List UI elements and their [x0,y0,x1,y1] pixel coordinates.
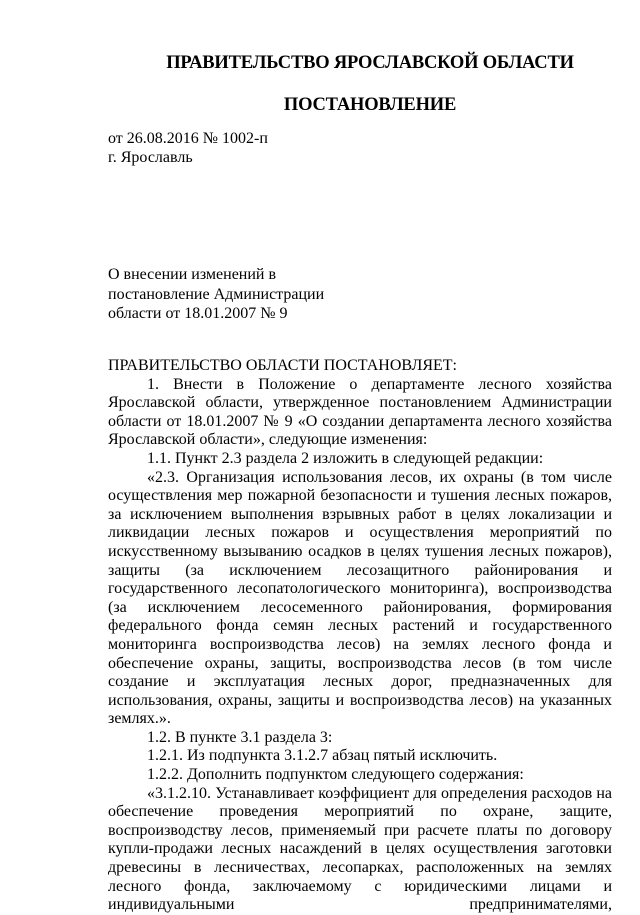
paragraph-1-2: 1.2. В пункте 3.1 раздела 3: [147,728,333,746]
paragraph-1-1: 1.1. Пункт 2.3 раздела 2 изложить в следующей редакции: [147,449,544,467]
decree-date-number: от 26.08.2016 № 1002-п [108,130,268,147]
paragraph-1-2-2-text: «3.1.2.10. Устанавливает коэффициент для определения расходов на обеспечение проведения мероприятий по охране, защите, воспроизводству лесов, применяемый при расчете платы по договору купли-продажи лесных насаждений в целях осуществления заготовки древесины в лесничествах, лесопарках, расположенных на землях лесного фонда, заключаемому с юридическими лицами и индивидуальными предпринимателями, [108,784,612,914]
subject-line: О внесении изменений в [108,266,277,283]
paragraph-1: 1. Внести в Положение о департаменте лесного хозяйства Ярославской области, утвержденное постановлением Администрации области от 18.01.2007 № 9 «О создании департамента лесного хозяйства Ярославской области», следующие изменения: [108,375,612,449]
decree-body [108,357,612,915]
paragraph-1-1-text: «2.3. Организация использования лесов, их охраны (в том числе осуществления мер пожарной безопасности и тушения лесных пожаров, за исключением выполнения взрывных работ в целях локализации и ликвидации лесных пожаров и осуществления мероприятий по искусственному вызыванию осадков в целях тушения лесных пожаров), защиты (за исключением лесозащитного районирования и государственного лесопатологического мониторинга), воспроизводства (за исключением лесосеменного районирования, формирования федерального фонда семян лесных растений и государственного мониторинга воспроизводства лесов) на землях лесного фонда и обеспечение охраны, защиты, воспроизводства лесов (в том числе создание и эксплуатация лесных дорог, предназначенных для использования, охраны, защиты и воспроизводства лесов) на указанных землях.». [108,468,612,728]
government-title: ПРАВИТЕЛЬСТВО ЯРОСЛАВСКОЙ ОБЛАСТИ [166,53,574,73]
subject-line: области от 18.01.2007 № 9 [108,305,288,322]
subject-line: постановление Администрации [108,285,325,303]
paragraph-1-2-1: 1.2.1. Из подпункта 3.1.2.7 абзац пятый исключить. [147,747,498,765]
decree-city: г. Ярославль [108,149,193,166]
decree-subject [108,265,324,324]
document-type-title: ПОСТАНОВЛЕНИЕ [283,95,457,115]
paragraph-1-2-2: 1.2.2. Дополнить подпунктом следующего содержания: [147,766,524,784]
preamble: ПРАВИТЕЛЬСТВО ОБЛАСТИ ПОСТАНОВЛЯЕТ: [108,357,457,374]
